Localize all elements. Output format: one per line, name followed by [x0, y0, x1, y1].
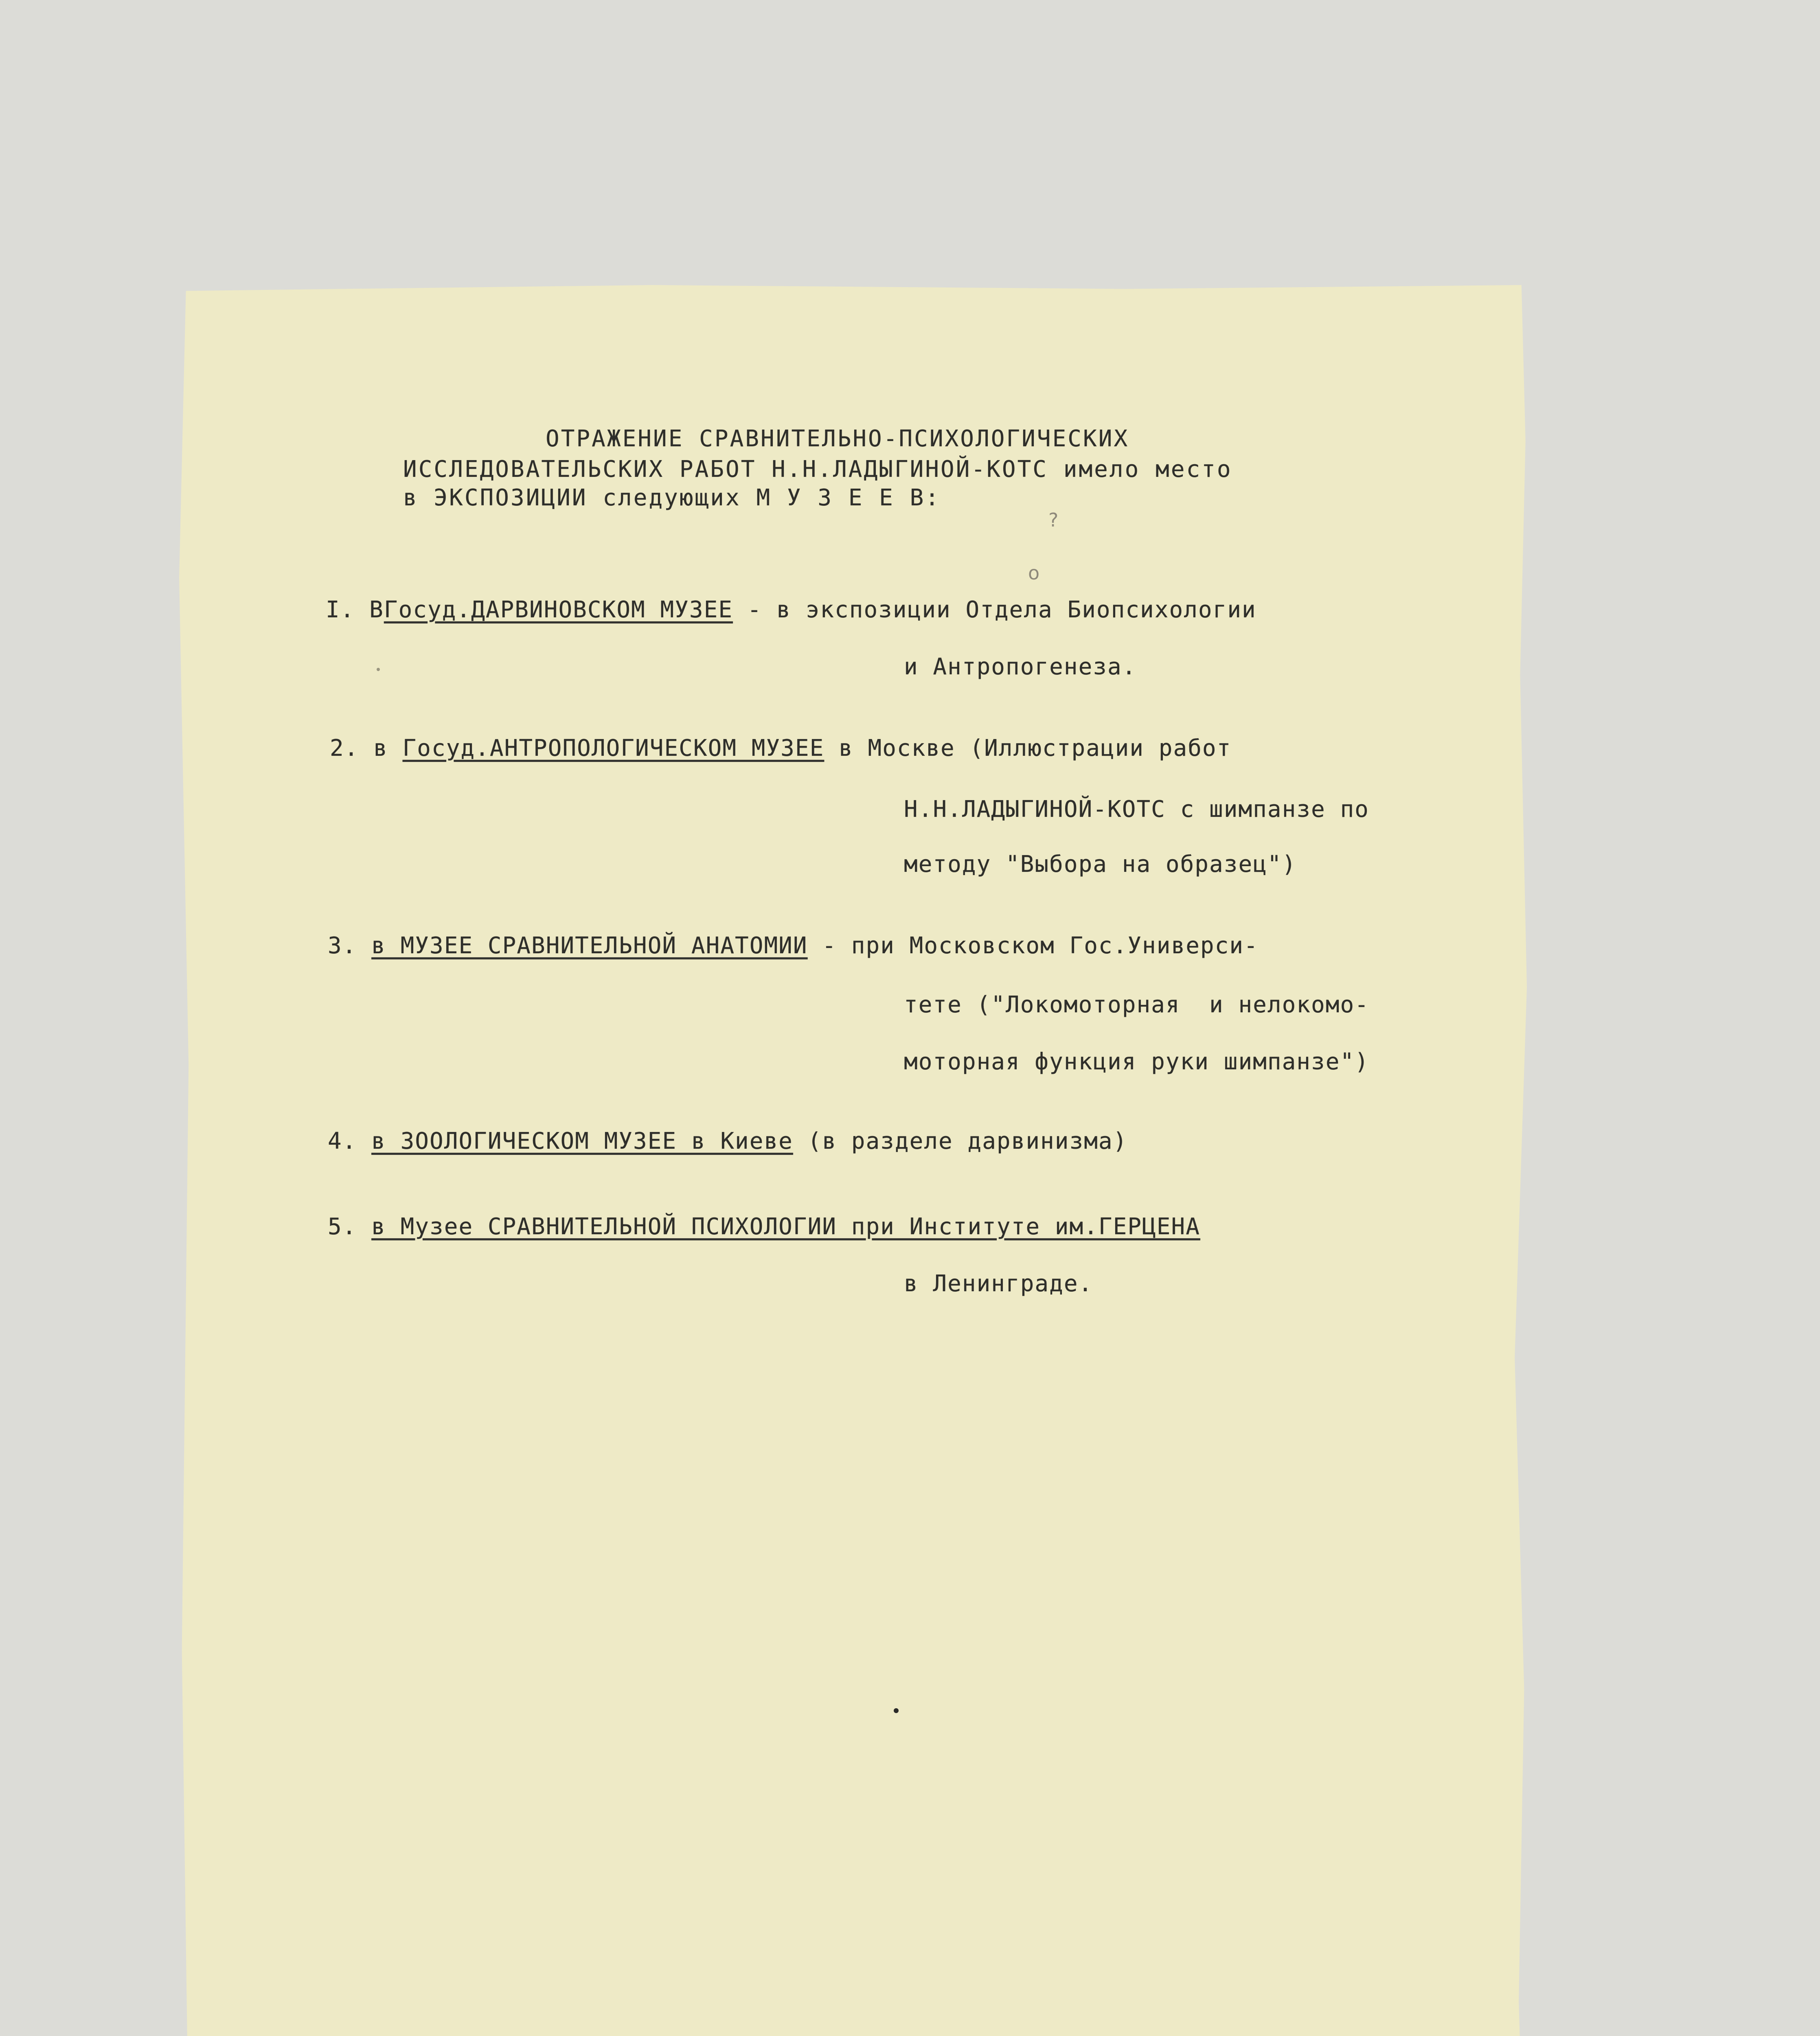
- paper-speck: [377, 668, 380, 671]
- list-item-5-continuation: в Ленинграде.: [904, 1270, 1093, 1297]
- typed-page: [179, 285, 1531, 2036]
- list-item-5: [328, 1215, 1200, 1238]
- list-item-2-continuation-1: Н.Н.ЛАДЫГИНОЙ-КОТС с шимпанзе по: [904, 796, 1369, 823]
- list-item-3: [328, 932, 1259, 959]
- ink-speck: [894, 1708, 899, 1713]
- item-number: I.: [326, 597, 355, 623]
- museum-name: Госуд.ДАРВИНОВСКОМ МУЗЕЕ: [384, 597, 733, 623]
- museum-name: в МУЗЕЕ СРАВНИТЕЛЬНОЙ АНАТОМИИ: [371, 932, 808, 959]
- list-item-3-continuation-2: моторная функция руки шимпанзе"): [904, 1049, 1369, 1075]
- list-item-1-continuation: и Антропогенеза.: [904, 654, 1137, 680]
- museum-name: Госуд.АНТРОПОЛОГИЧЕСКОМ МУЗЕЕ: [402, 735, 824, 761]
- title-line-3: в ЭКСПОЗИЦИИ следующих М У З Е Е В:: [403, 485, 941, 511]
- item-prefix: В: [369, 597, 384, 623]
- pencil-question-mark: ?: [1048, 509, 1059, 531]
- item-description: - при Московском Гос.Универси-: [822, 932, 1259, 959]
- item-description: в Москве (Иллюстрации работ: [839, 735, 1232, 761]
- item-description: - в экспозиции Отдела Биопсихологии: [747, 597, 1256, 623]
- item-number: 3.: [328, 932, 357, 959]
- list-item-1: [326, 599, 1256, 621]
- museum-name: в Музее СРАВНИТЕЛЬНОЙ ПСИХОЛОГИИ при Институте им.ГЕРЦЕНА: [371, 1213, 1200, 1240]
- list-item-3-continuation-1: тете ("Локомоторная и нелокомо-: [904, 992, 1369, 1018]
- pencil-mark: о: [1028, 562, 1040, 584]
- list-item-2-continuation-2: методу "Выбора на образец"): [904, 851, 1297, 878]
- item-number: 2.: [330, 735, 359, 761]
- item-description: (в разделе дарвинизма): [807, 1128, 1128, 1154]
- list-item-2: [330, 737, 1231, 760]
- item-number: 5.: [328, 1213, 357, 1240]
- museum-name: в ЗООЛОГИЧЕСКОМ МУЗЕЕ в Киеве: [371, 1128, 793, 1154]
- item-number: 4.: [328, 1128, 357, 1154]
- list-item-4: [328, 1130, 1127, 1153]
- title-line-1: ОТРАЖЕНИЕ СРАВНИТЕЛЬНО-ПСИХОЛОГИЧЕСКИХ: [546, 426, 1129, 452]
- item-prefix: в: [373, 735, 388, 761]
- title-line-2: ИССЛЕДОВАТЕЛЬСКИХ РАБОТ Н.Н.ЛАДЫГИНОЙ-КОТС имело место: [403, 456, 1232, 483]
